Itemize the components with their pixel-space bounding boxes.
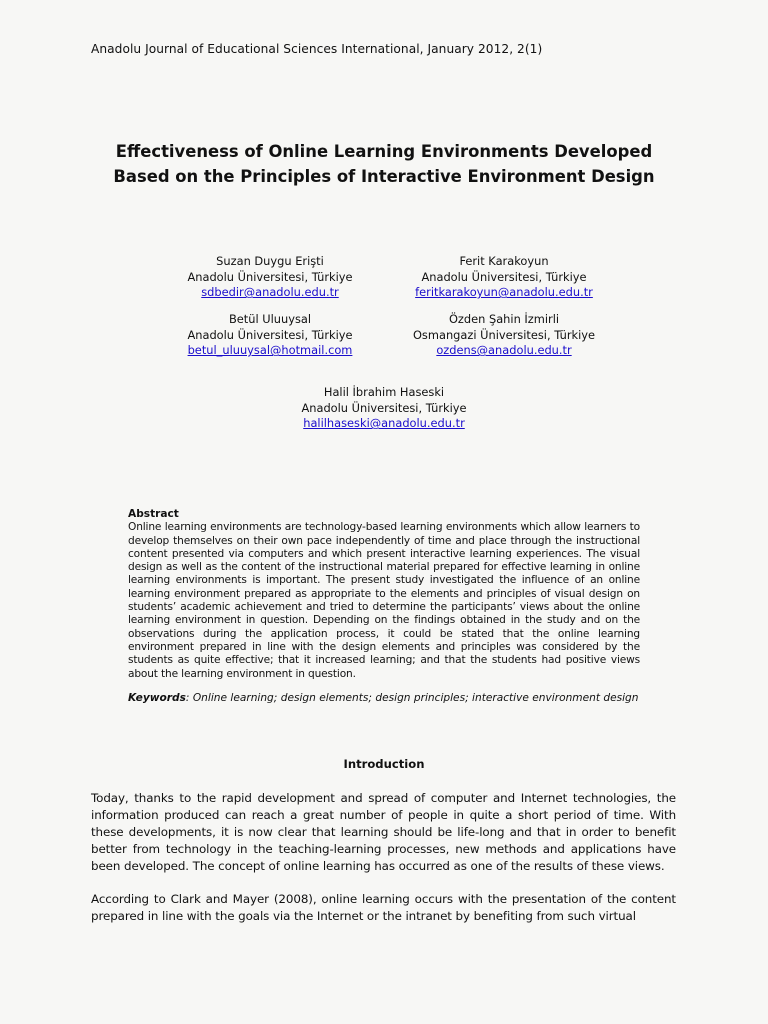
author-name: Betül Uluuysal bbox=[228, 312, 312, 326]
author-affiliation: Anadolu Üniversitesi, Türkiye bbox=[187, 327, 353, 342]
paper-title bbox=[0, 139, 768, 189]
section-heading-introduction: Introduction bbox=[343, 757, 425, 771]
paper-title-line-1: Effectiveness of Online Learning Environments Developed bbox=[115, 142, 653, 161]
author-email-link[interactable]: halilhaseski@anadolu.edu.tr bbox=[303, 416, 465, 431]
author-name: Halil İbrahim Haseski bbox=[323, 385, 445, 399]
body-paragraph: Today, thanks to the rapid development and spread of computer and Internet technologies, the information produced can reach a great number of people in quite a short period of time. With these developments, it is now clear that learning should be life-long and that in order to benefit better from technology in the teaching-learning processes, new methods and applications have been developed. The concept of online learning has occurred as one of the results of these views. bbox=[91, 791, 676, 873]
author-affiliation: Anadolu Üniversitesi, Türkiye bbox=[187, 269, 353, 284]
author-affiliation: Anadolu Üniversitesi, Türkiye bbox=[421, 269, 587, 284]
author-email-link[interactable]: sdbedir@anadolu.edu.tr bbox=[201, 285, 339, 300]
author-affiliation: Anadolu Üniversitesi, Türkiye bbox=[301, 400, 467, 415]
running-head: Anadolu Journal of Educational Sciences International, January 2012, 2(1) bbox=[91, 42, 543, 56]
author-affiliation: Osmangazi Üniversitesi, Türkiye bbox=[412, 327, 596, 342]
abstract bbox=[128, 508, 640, 681]
author-email-link[interactable]: ozdens@anadolu.edu.tr bbox=[436, 343, 572, 358]
author-name: Suzan Duygu Erişti bbox=[216, 254, 324, 268]
keywords bbox=[128, 692, 688, 704]
keywords-label: Keywords bbox=[128, 692, 186, 704]
paper-title-line-2: Based on the Principles of Interactive Environment Design bbox=[113, 167, 655, 186]
author-name: Ferit Karakoyun bbox=[459, 254, 549, 268]
abstract-heading: Abstract bbox=[128, 508, 179, 520]
author-email-link[interactable]: feritkarakoyun@anadolu.edu.tr bbox=[415, 285, 593, 300]
author-email-link[interactable]: betul_uluuysal@hotmail.com bbox=[187, 343, 353, 358]
keywords-text: : Online learning; design elements; design principles; interactive environment design bbox=[185, 692, 639, 704]
abstract-body: Online learning environments are technology-based learning environments which allow learners to develop themselves on their own pace independently of time and place through the instructional content presented via computers and which present interactive learning experiences. The visual design as well as the content of the instructional material prepared for effective learning in online learning environments is important. The present study investigated the influence of an online learning environment prepared as appropriate to the elements and principles of visual design on students’ academic achievement and tried to determine the participants’ views about the online learning environment in question. Depending on the findings obtained in the study and on the observations during the application process, it could be stated that the online learning environment prepared in line with the design elements and principles was considered by the students as quite effective; that it increased learning; and that the students had positive views about the learning environment in question. bbox=[128, 521, 640, 680]
author-block bbox=[354, 254, 654, 301]
author-block bbox=[234, 385, 534, 432]
body-paragraph: According to Clark and Mayer (2008), online learning occurs with the presentation of the content prepared in line with the goals via the Internet or the intranet by benefiting from such virtual bbox=[91, 892, 676, 923]
author-name: Özden Şahin İzmirli bbox=[448, 312, 560, 326]
author-block bbox=[354, 312, 654, 359]
